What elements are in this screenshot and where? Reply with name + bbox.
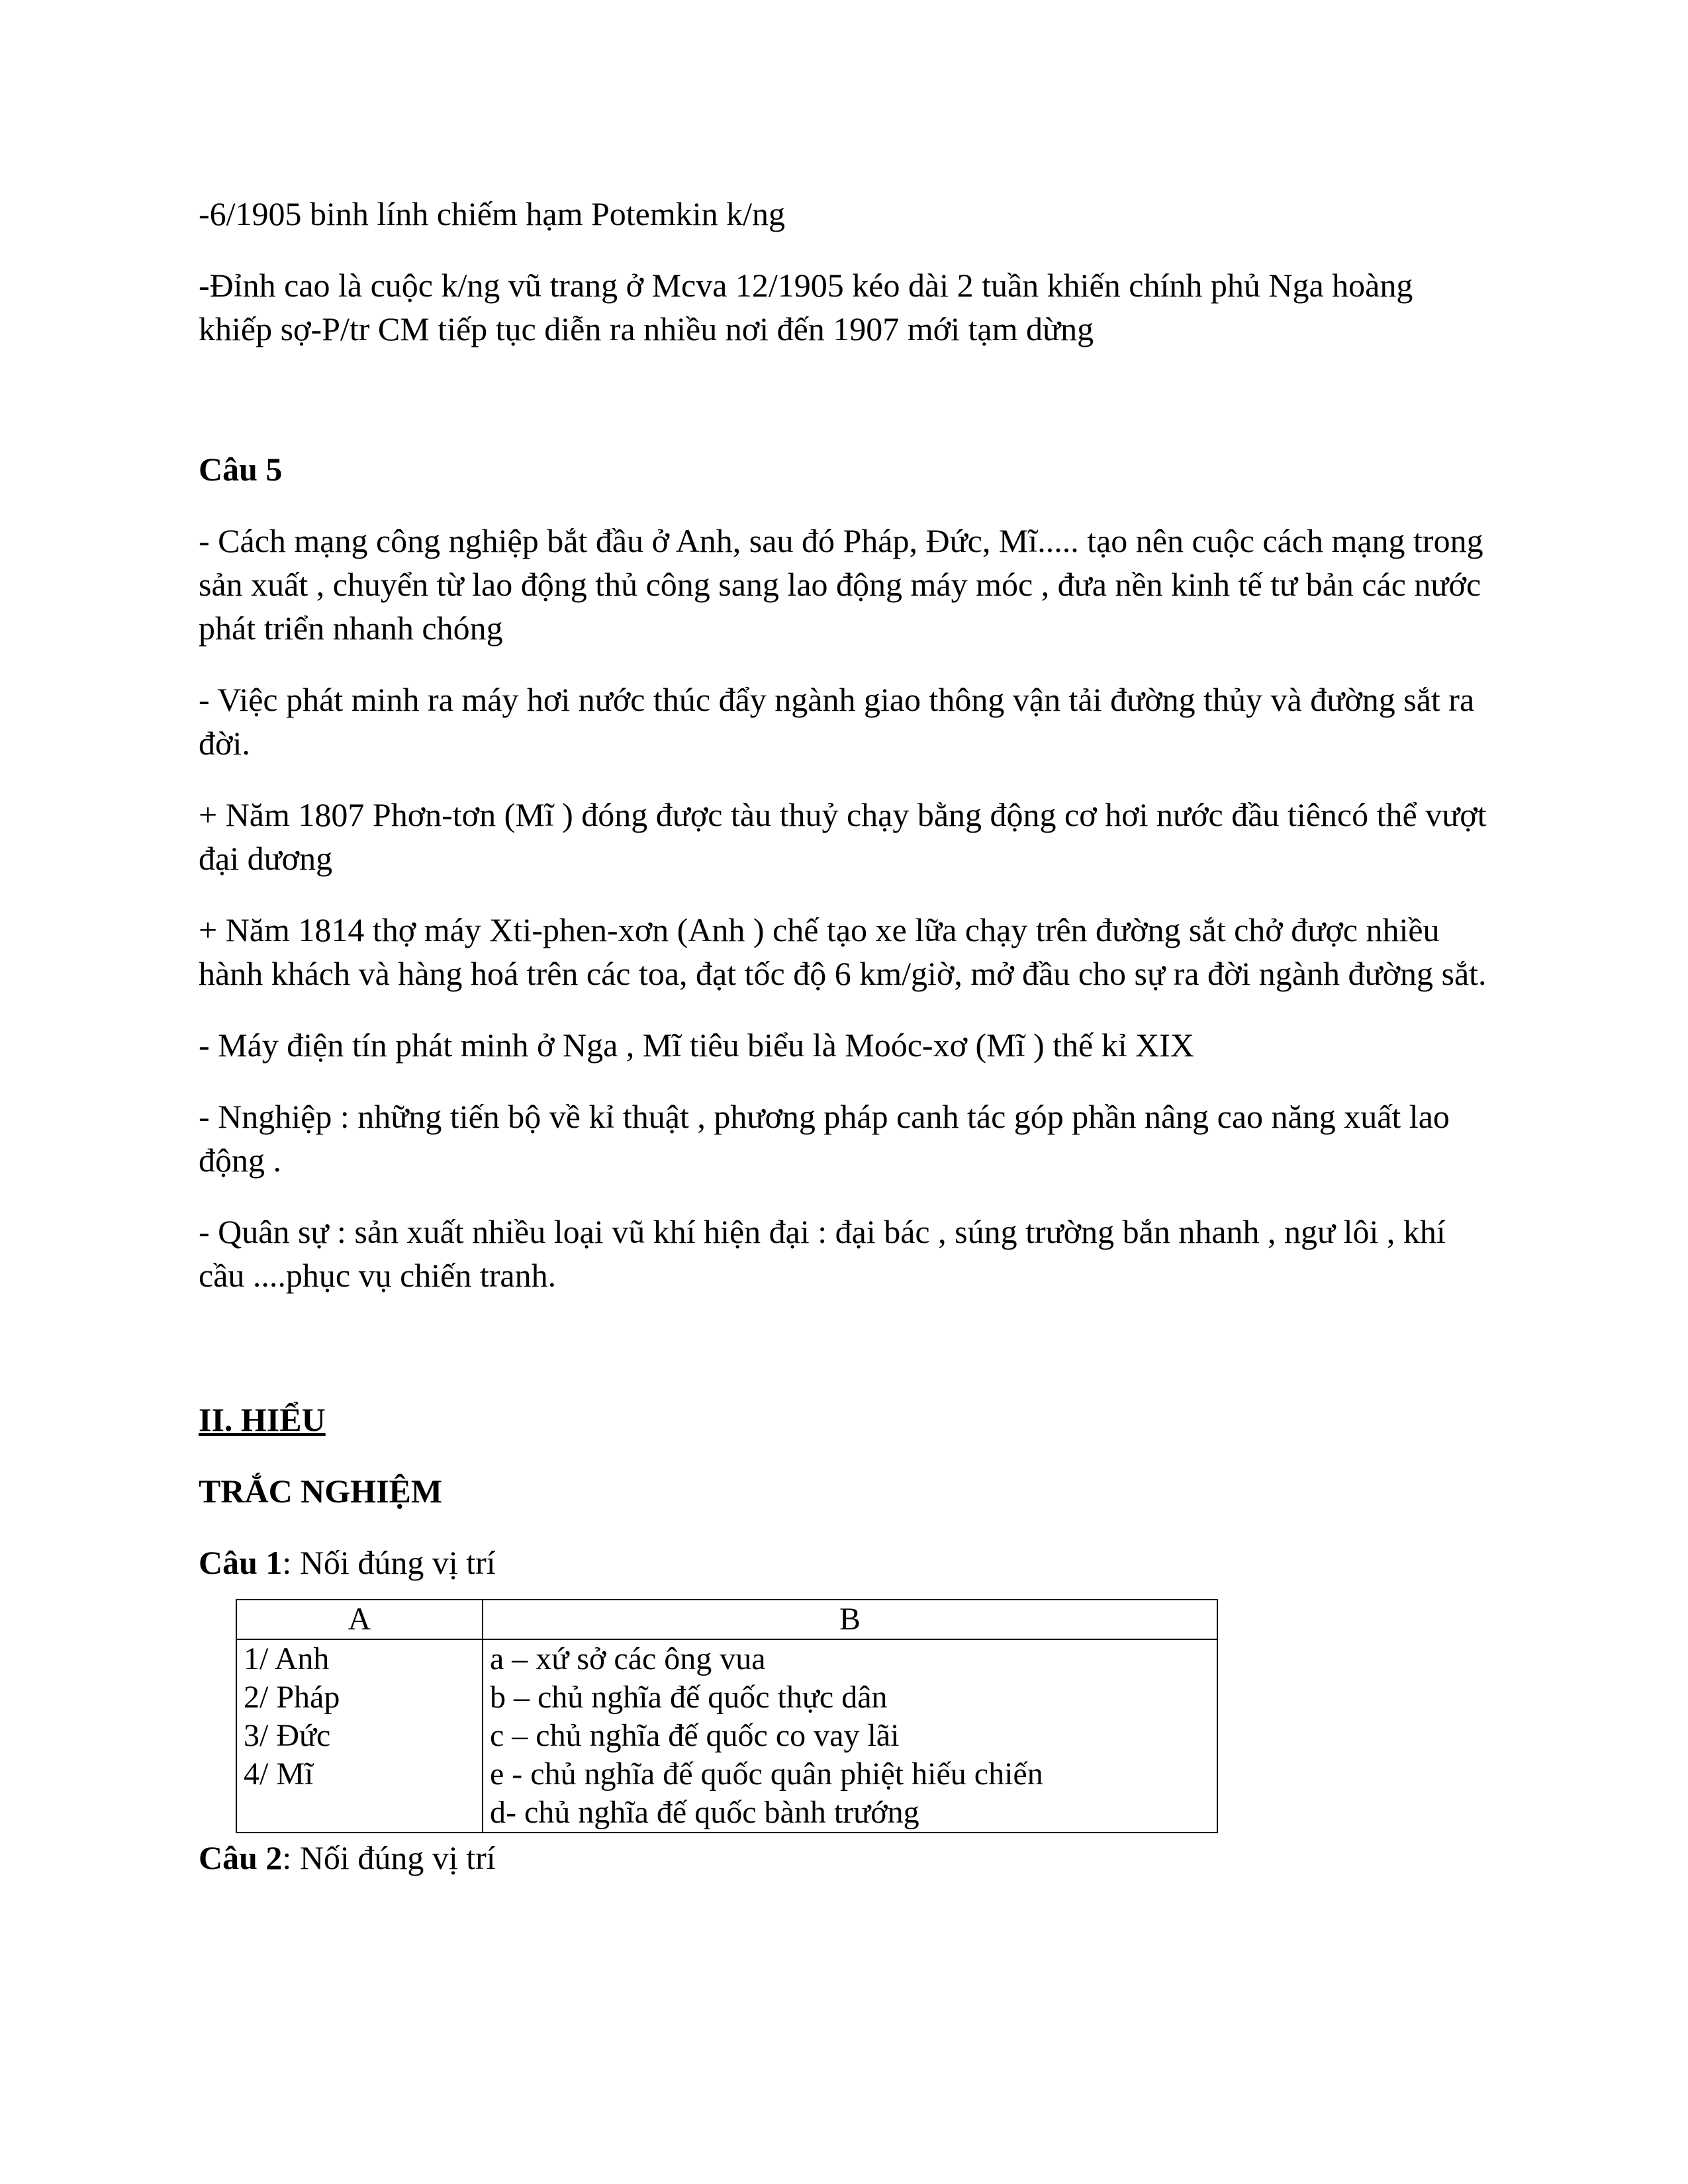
list-item: d- chủ nghĩa đế quốc bành trướng bbox=[490, 1795, 919, 1830]
cau5-item: + Năm 1814 thợ máy Xti-phen-xơn (Anh ) chế tạo xe lữa chạy trên đường sắt chở được nhiều hành khách và hàng hoá trên các toa, đạt tốc độ 6 km/giờ, mở đầu cho sự ra đời ngành đường sắt. bbox=[199, 911, 1487, 992]
question-2-label: Câu 2 bbox=[199, 1839, 283, 1876]
question-1-text: : Nối đúng vị trí bbox=[282, 1544, 496, 1581]
section-title: II. HIỂU bbox=[199, 1401, 326, 1438]
list-item: e - chủ nghĩa đế quốc quân phiệt hiếu chiến bbox=[490, 1756, 1043, 1792]
list-item: b – chủ nghĩa đế quốc thực dân bbox=[490, 1680, 888, 1715]
spacer bbox=[199, 1325, 1489, 1398]
question-2 bbox=[199, 1836, 1489, 1880]
list-item: 3/ Đức bbox=[244, 1718, 331, 1753]
question-1-label: Câu 1 bbox=[199, 1544, 283, 1581]
question-2-text: : Nối đúng vị trí bbox=[282, 1839, 496, 1876]
header-a: A bbox=[236, 1600, 483, 1639]
document-page bbox=[199, 192, 1489, 1907]
paragraph-moscow-uprising: -Đỉnh cao là cuộc k/ng vũ trang ở Mcva 12/1905 kéo dài 2 tuần khiến chính phủ Nga hoàng khiếp sợ-P/tr CM tiếp tục diễn ra nhiều nơi đến 1907 mới tạm dừng bbox=[199, 267, 1413, 347]
spacer bbox=[199, 379, 1489, 447]
cau5-item: - Việc phát minh ra máy hơi nước thúc đẩy ngành giao thông vận tải đường thủy và đường sắt ra đời. bbox=[199, 681, 1475, 762]
list-item: 4/ Mĩ bbox=[244, 1756, 314, 1792]
list-item: c – chủ nghĩa đế quốc co vay lãi bbox=[490, 1718, 900, 1753]
heading-cau-5: Câu 5 bbox=[199, 451, 283, 488]
matching-table bbox=[236, 1599, 1218, 1833]
cau5-item: - Cách mạng công nghiệp bắt đầu ở Anh, sau đó Pháp, Đức, Mĩ..... tạo nên cuộc cách mạng trong sản xuất , chuyển từ lao động thủ công sang lao động máy móc , đưa nền kinh tế tư bản các nước phát triển nhanh chóng bbox=[199, 522, 1483, 647]
cau5-item: - Máy điện tín phát minh ở Nga , Mĩ tiêu biểu là Moóc-xơ (Mĩ ) thế kỉ XIX bbox=[199, 1026, 1195, 1064]
list-item: 2/ Pháp bbox=[244, 1680, 340, 1715]
paragraph-potemkin: -6/1905 binh lính chiếm hạm Potemkin k/ng bbox=[199, 195, 786, 232]
question-1 bbox=[199, 1541, 1489, 1584]
cau5-item: + Năm 1807 Phơn-tơn (Mĩ ) đóng được tàu thuỷ chạy bằng động cơ hơi nước đầu tiêncó thể vượt đại dương bbox=[199, 796, 1487, 877]
section-subtitle: TRẮC NGHIỆM bbox=[199, 1473, 443, 1510]
table-header-row bbox=[236, 1600, 1217, 1639]
list-item: a – xứ sở các ông vua bbox=[490, 1641, 766, 1676]
cau5-item: - Nnghiệp : những tiến bộ về kỉ thuật , phương pháp canh tác góp phần nâng cao năng xuất lao động . bbox=[199, 1098, 1450, 1179]
column-a-cell bbox=[236, 1639, 483, 1833]
cau5-item: - Quân sự : sản xuất nhiều loại vũ khí hiện đại : đại bác , súng trường bắn nhanh , ngư lôi , khí cầu ....phục vụ chiến tranh. bbox=[199, 1213, 1446, 1294]
table-row bbox=[236, 1639, 1217, 1833]
column-b-cell bbox=[483, 1639, 1217, 1833]
list-item: 1/ Anh bbox=[244, 1641, 330, 1676]
header-b: B bbox=[483, 1600, 1217, 1639]
